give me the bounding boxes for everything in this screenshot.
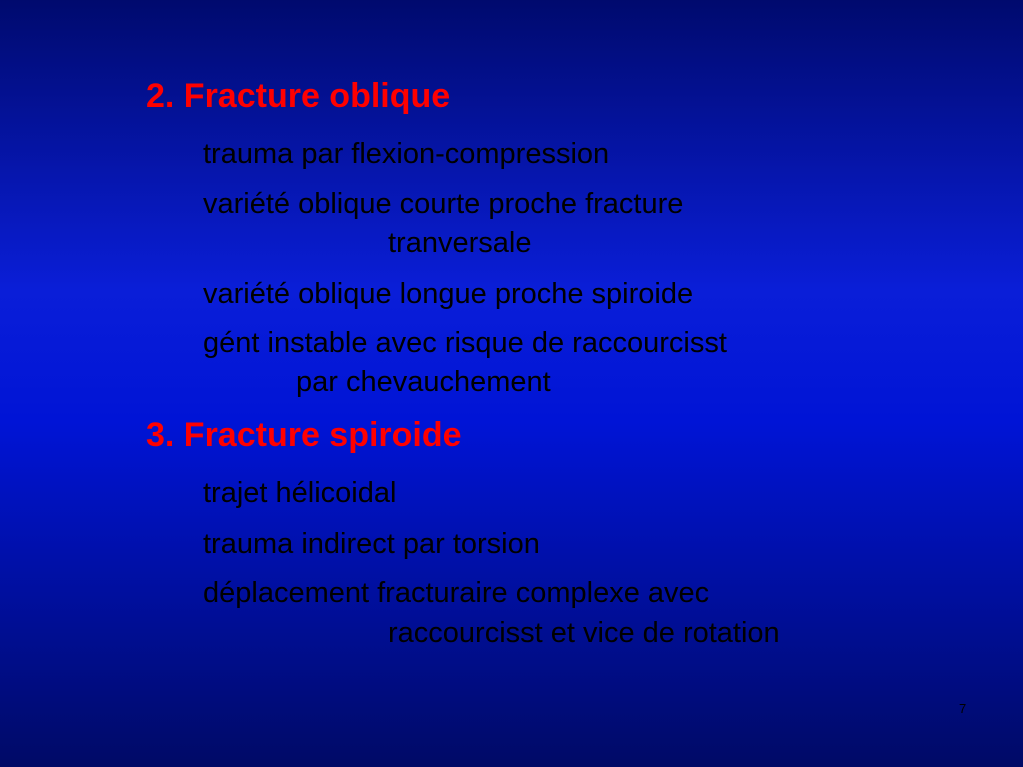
section-2-bullet-4: gént instable avec risque de raccourcisst — [203, 327, 727, 359]
section-2-heading: 2. Fracture oblique — [146, 77, 451, 115]
section-3-bullet-1: trajet hélicoidal — [203, 477, 397, 509]
section-2-bullet-3: variété oblique longue proche spiroide — [203, 278, 694, 310]
section-3-bullet-3: déplacement fracturaire complexe avec — [203, 577, 710, 609]
section-2-bullet-1: trauma par flexion-compression — [203, 138, 610, 170]
section-2-bullet-2: variété oblique courte proche fracture — [203, 188, 684, 220]
section-2-bullet-2-continuation: tranversale — [388, 227, 532, 259]
page-number: 7 — [959, 701, 967, 716]
section-3-bullet-2: trauma indirect par torsion — [203, 528, 540, 560]
section-3-bullet-3-continuation: raccourcisst et vice de rotation — [388, 617, 780, 649]
section-3-heading: 3. Fracture spiroide — [146, 416, 462, 454]
section-2-bullet-4-continuation: par chevauchement — [296, 366, 551, 398]
